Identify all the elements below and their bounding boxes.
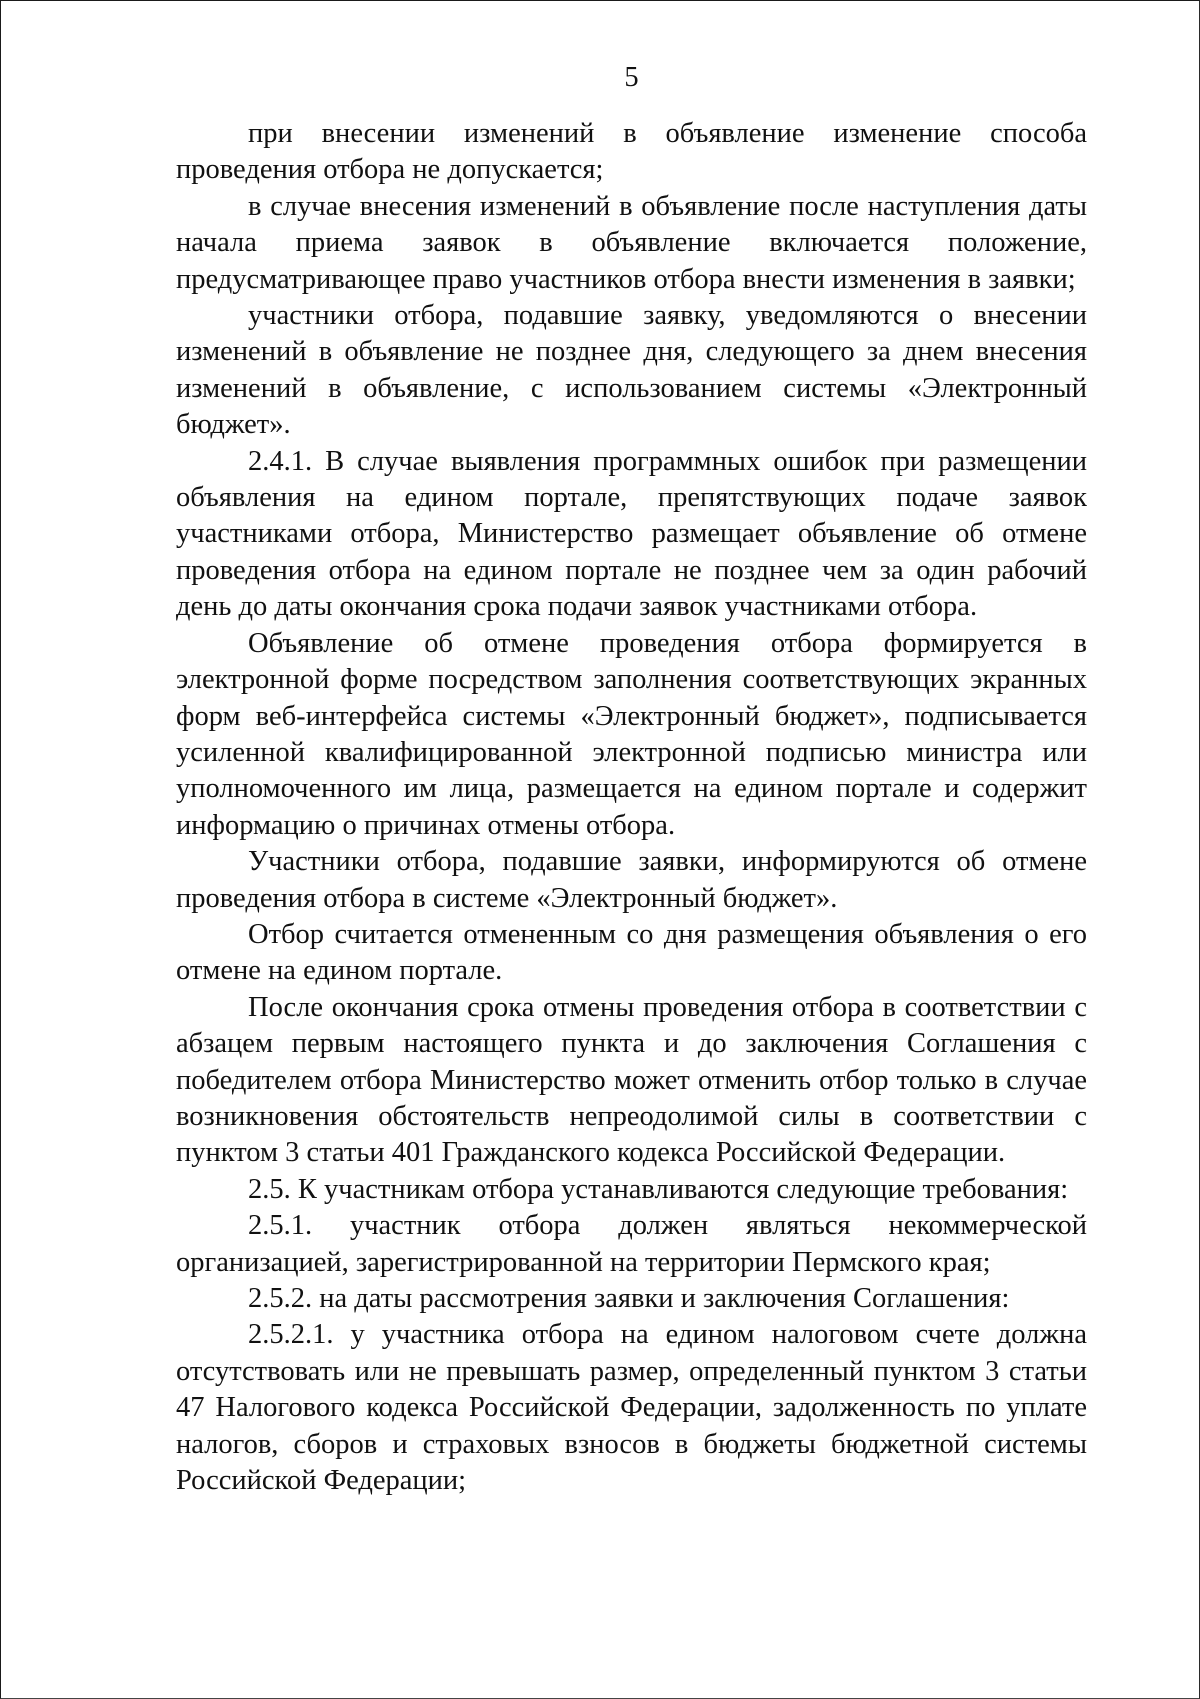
- paragraph-participants-informed: Участники отбора, подавшие заявки, информируются об отмене проведения отбора в системе «Электронный бюджет».: [176, 846, 1087, 914]
- paragraph-2-5-1: 2.5.1. участник отбора должен являться некоммерческой организацией, зарегистрированной на территории Пермского края;: [176, 1210, 1087, 1278]
- paragraph-2-5: 2.5. К участникам отбора устанавливаются следующие требования:: [248, 1173, 1069, 1205]
- paragraph-2-5-2: 2.5.2. на даты рассмотрения заявки и заключения Соглашения:: [248, 1283, 1010, 1314]
- paragraph-2-5-2-1: 2.5.2.1. у участника отбора на едином налоговом счете должна отсутствовать или не превышать размер, определенный пунктом 3 статьи 47 Налогового кодекса Российской Федерации, задолженность по уплате налогов, сборов и страховых взносов в бюджеты бюджетной системы Российской Федерации;: [176, 1319, 1087, 1497]
- page-number: 5: [624, 62, 639, 93]
- paragraph-force-majeure: После окончания срока отмены проведения отбора в соответствии с абзацем первым настоящего пункта и до заключения Соглашения с победителем отбора Министерство может отменить отбор только в случае возникновения обстоятельств непреодолимой силы в соответствии с пунктом 3 статьи 401 Гражданского кодекса Российской Федерации.: [176, 991, 1087, 1169]
- paragraph-notify-participants: участники отбора, подавшие заявку, уведомляются о внесении изменений в объявление не позднее дня, следующего за днем внесения изменений в объявление, с использованием системы «Электронный бюджет».: [176, 300, 1087, 441]
- paragraph-cancellation-notice: Объявление об отмене проведения отбора формируется в электронной форме посредством заполнения соответствующих экранных форм веб-интерфейса системы «Электронный бюджет», подписывается усиленной квалифицированной электронной подписью министра или уполномоченного им лица, размещается на едином портале и содержит информацию о причинах отмены отбора.: [176, 627, 1087, 841]
- paragraph-2-4-1: 2.4.1. В случае выявления программных ошибок при размещении объявления на едином портале, препятствующих подаче заявок участниками отбора, Министерство размещает объявление об отмене проведения отбора на едином портале не позднее чем за один рабочий день до даты окончания срока подачи заявок участниками отбора.: [176, 445, 1087, 623]
- paragraph-change-after-start: в случае внесения изменений в объявление после наступления даты начала приема заявок в объявление включается положение, предусматривающее право участников отбора внести изменения в заявки;: [176, 190, 1087, 295]
- paragraph-selection-cancelled: Отбор считается отмененным со дня размещения объявления о его отмене на едином портале.: [176, 918, 1087, 987]
- paragraph-change-method: при внесении изменений в объявление изменение способа проведения отбора не допускается;: [176, 118, 1087, 186]
- document-page: [176, 60, 1087, 1499]
